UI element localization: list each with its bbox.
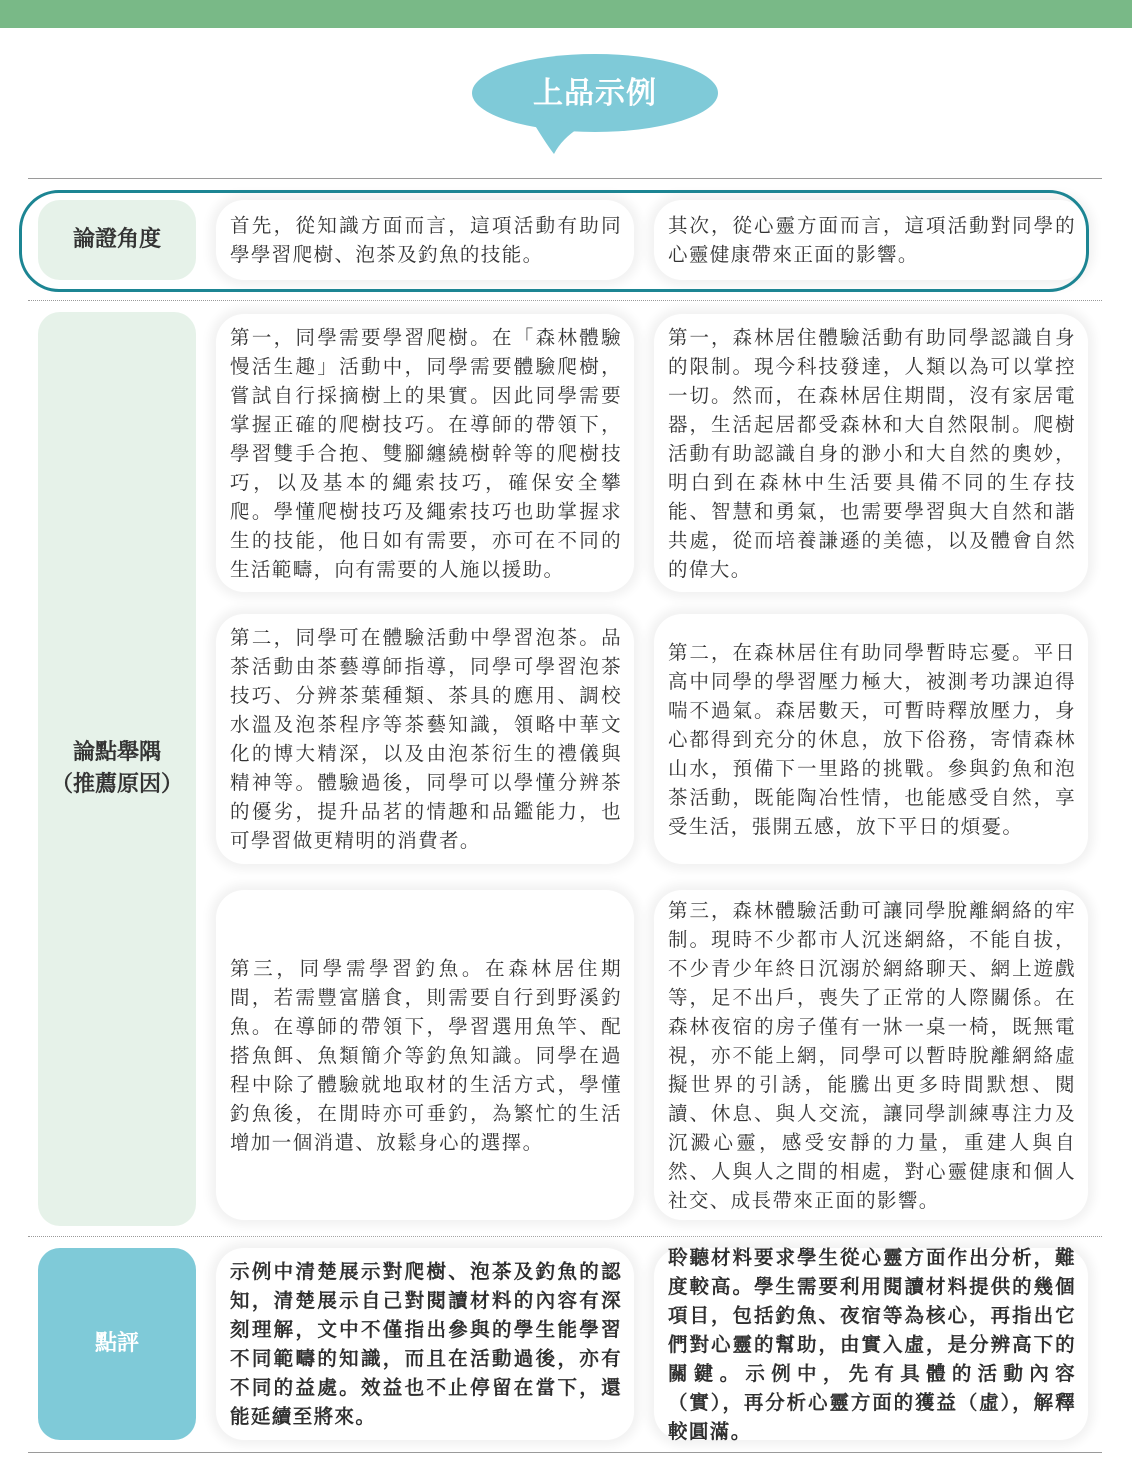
point-text-left-1: 第一，同學需要學習爬樹。在「森林體驗慢活生趣」活動中，同學需要體驗爬樹，嘗試自行採摘樹上的果實。因此同學需要掌握正確的爬樹技巧。在導師的帶領下，學習雙手合抱、雙腳纏繞樹幹等的爬樹技巧，以及基本的繩索技巧，確保安全攀爬。學懂爬樹技巧及繩索技巧也助掌握求生的技能，他日如有需要，亦可在不同的生活範疇，向有需要的人施以援助。	[230, 325, 622, 581]
point-text-right-2: 第二，在森林居住有助同學暫時忘憂。平日高中同學的學習壓力極大，被測考功課迫得喘不過氣。森居數天，可暫時釋放壓力，身心都得到充分的休息，放下俗務，寄情森林山水，預備下一里路的挑戰。參與釣魚和泡茶活動，既能陶冶性情，也能感受自然，享受生活，張開五感，放下平日的煩憂。	[668, 640, 1076, 838]
comment-card-left	[216, 1248, 634, 1440]
highlight-outline	[19, 190, 1089, 292]
divider	[28, 1236, 1102, 1237]
angle-text-left: 首先，從知識方面而言，這項活動有助同學學習爬樹、泡茶及釣魚的技能。	[230, 214, 622, 266]
point-card-right-2	[654, 614, 1088, 864]
point-card-left-1	[216, 314, 634, 592]
comment-text-right: 聆聽材料要求學生從心靈方面作出分析，難度較高。學生需要利用閱讀材料提供的幾個項目，包括釣魚、夜宿等為核心，再指出它們對心靈的幫助，由實入虛，是分辨高下的關鍵。示例中，先有具體的活動內容（實），再分析心靈方面的獲益（虛），解釋較圓滿。	[668, 1245, 1076, 1443]
point-card-right-3	[654, 890, 1088, 1220]
point-card-left-2	[216, 614, 634, 864]
point-card-left-3	[216, 890, 634, 1220]
header-bar	[0, 0, 1132, 28]
label-comment	[38, 1248, 196, 1440]
label-points-line2: （推薦原因）	[50, 772, 183, 797]
angle-text-right: 其次，從心靈方面而言，這項活動對同學的心靈健康帶來正面的影響。	[668, 214, 1076, 266]
label-comment-text: 點評	[94, 1331, 139, 1357]
divider	[28, 178, 1102, 179]
label-argument-angle-text: 論證角度	[72, 227, 161, 253]
point-card-right-1	[654, 314, 1088, 592]
divider	[28, 300, 1102, 301]
point-text-right-3: 第三，森林體驗活動可讓同學脫離網絡的牢制。現時不少都市人沉迷網絡，不能自拔，不少青少年終日沉溺於網絡聊天、網上遊戲等，足不出戶，喪失了正常的人際關係。在森林夜宿的房子僅有一牀一桌一椅，既無電視，亦不能上網，同學可以暫時脫離網絡虛擬世界的引誘，能騰出更多時間默想、閱讀、休息、與人交流，讓同學訓練專注力及沉澱心靈，感受安靜的力量，重建人與自然、人與人之間的相處，對心靈健康和個人社交、成長帶來正面的影響。	[668, 898, 1076, 1212]
point-text-left-2: 第二，同學可在體驗活動中學習泡茶。品茶活動由茶藝導師指導，同學可學習泡茶技巧、分辨茶葉種類、茶具的應用、調校水溫及泡茶程序等茶藝知識，領略中華文化的博大精深，以及由泡茶衍生的禮儀與精神等。體驗過後，同學可以學懂分辨茶的優劣，提升品茗的情趣和品鑑能力，也可學習做更精明的消費者。	[230, 626, 622, 852]
point-text-right-1: 第一，森林居住體驗活動有助同學認識自身的限制。現今科技發達，人類以為可以掌控一切。然而，在森林居住期間，沒有家居電器，生活起居都受森林和大自然限制。爬樹活動有助認識自身的渺小和大自然的奧妙，明白到在森林中生活要具備不同的生存技能、智慧和勇氣，也需要學習與大自然和諧共處，從而培養謙遜的美德，以及體會自然的偉大。	[668, 325, 1076, 581]
comment-text-left: 示例中清楚展示對爬樹、泡茶及釣魚的認知，清楚展示自己對閱讀材料的內容有深刻理解，文中不僅指出參與的學生能學習不同範疇的知識，而且在活動過後，亦有不同的益處。效益也不止停留在當下，還能延續至將來。	[230, 1260, 622, 1428]
page-title: 上品示例	[533, 76, 657, 111]
label-points-line1: 論點舉隅	[72, 740, 161, 766]
comment-card-right	[654, 1245, 1088, 1443]
label-argument-points	[38, 312, 196, 1226]
point-text-left-3: 第三，同學需學習釣魚。在森林居住期間，若需豐富膳食，則需要自行到野溪釣魚。在導師的帶領下，學習選用魚竿、配搭魚餌、魚類簡介等釣魚知識。同學在過程中除了體驗就地取材的生活方式，學懂釣魚後，在閒時亦可垂釣，為繁忙的生活增加一個消遣、放鬆身心的選擇。	[230, 956, 622, 1154]
divider	[28, 1452, 1102, 1453]
